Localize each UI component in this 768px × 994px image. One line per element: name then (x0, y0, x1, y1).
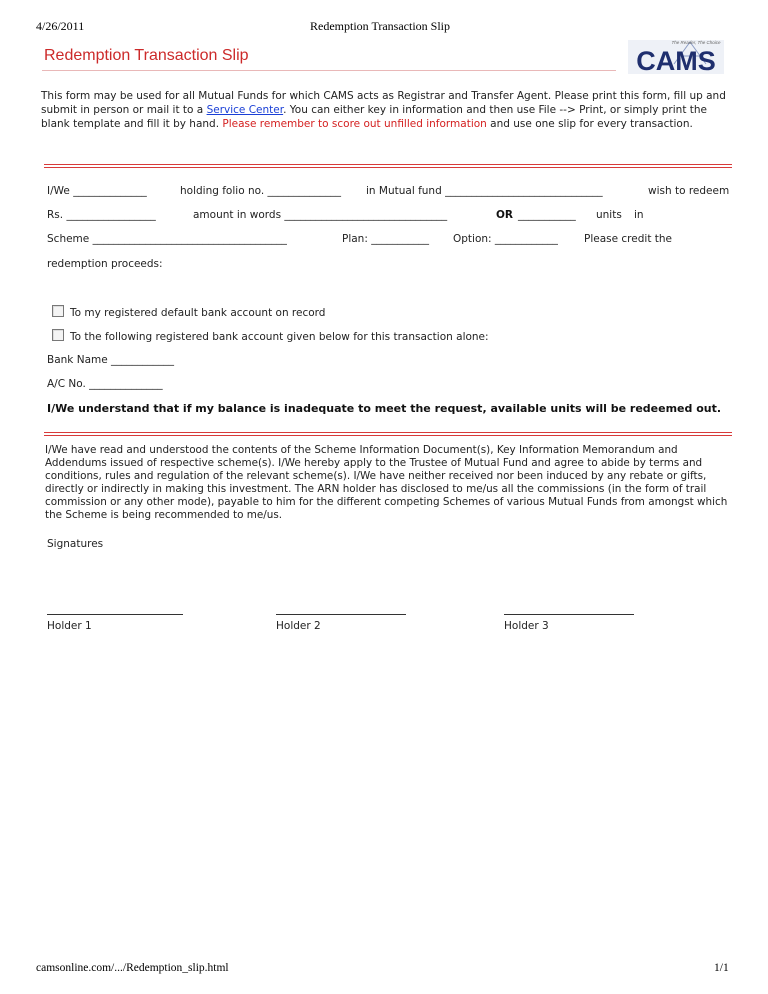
logo-text: CAMS (636, 46, 716, 76)
intro-text-1: This form may be used for all Mutual Funds for which CAMS acts as Registrar and Transfer Agent. Please print this form, fill up and submit in person or mail it to a (41, 90, 726, 116)
field-iwe[interactable]: I/We ______________ (47, 185, 147, 197)
intro-text-3: and use one slip for every transaction. (486, 118, 693, 130)
field-scheme[interactable]: Scheme _____________________________________ (47, 233, 287, 245)
declaration-text: I/We have read and understood the contents of the Scheme Information Document(s), Key Information Memorandum and Addendums issued of respective scheme(s). I/We hereby apply to the Trustee of Mutual Fund and agree to abide by terms and conditions, rules and regulation of the relevant scheme(s). I/We have neither received nor been induced by any rebate or gifts, directly or indirectly in making this investment. The ARN holder has disclosed to me/us all the commissions (in the form of trail commission or any other mode), payable to him for the different competing Schemes of various Mutual Funds from amongst which the Scheme is being recommended to me/us. (45, 444, 728, 521)
option-default-account[interactable] (52, 305, 325, 319)
signatures-label: Signatures (47, 538, 104, 550)
intro-paragraph (41, 89, 731, 131)
section-rule-mid-1 (44, 432, 732, 433)
holder2-label: Holder 2 (276, 620, 321, 632)
holder3-signature-line[interactable] (504, 614, 634, 615)
logo-tagline: The Reader, The Choice (671, 40, 721, 45)
footer-url: camsonline.com/.../Redemption_slip.html (36, 962, 229, 974)
holder1-signature-line[interactable] (47, 614, 183, 615)
field-plan[interactable]: Plan: ___________ (342, 233, 429, 245)
page-title: Redemption Transaction Slip (44, 47, 249, 64)
default-account-checkbox[interactable] (52, 305, 64, 317)
field-option[interactable]: Option: ____________ (453, 233, 558, 245)
field-amount-rs[interactable]: Rs. _________________ (47, 209, 156, 221)
section-rule-top-1 (44, 164, 732, 165)
option-other-account[interactable] (52, 329, 489, 343)
holder2-signature-line[interactable] (276, 614, 406, 615)
cams-logo (628, 36, 724, 76)
intro-warning: Please remember to score out unfilled information (222, 118, 487, 130)
other-account-checkbox[interactable] (52, 329, 64, 341)
cams-logo-graphic (628, 36, 724, 76)
print-title: Redemption Transaction Slip (310, 19, 451, 33)
or-label: OR (496, 209, 514, 221)
print-date: 4/26/2011 (36, 19, 85, 33)
field-account-number[interactable]: A/C No. ______________ (47, 378, 163, 390)
in-label: in (634, 209, 644, 221)
field-units[interactable]: ___________ (518, 209, 576, 221)
wish-to-redeem-label: wish to redeem (648, 185, 730, 197)
balance-notice: I/We understand that if my balance is inadequate to meet the request, available units will be redeemed out. (47, 402, 722, 415)
service-center-link[interactable]: Service Center (206, 104, 284, 116)
holder3-label: Holder 3 (504, 620, 549, 632)
section-rule-mid-2 (44, 435, 732, 436)
redemption-proceeds-label: redemption proceeds: (47, 258, 163, 270)
other-account-label: To the following registered bank account given below for this transaction alone: (70, 331, 489, 343)
intro-text-2: . You can either key in information and then use File --> Print, or simply print the blank template and fill it by hand. (41, 104, 708, 130)
title-divider (42, 70, 616, 71)
default-account-label: To my registered default bank account on record (70, 307, 326, 319)
footer-page-number: 1/1 (714, 962, 729, 974)
section-rule-top-2 (44, 167, 732, 168)
field-holding-folio[interactable]: holding folio no. ______________ (180, 185, 342, 197)
holder1-label: Holder 1 (47, 620, 92, 632)
field-mutual-fund[interactable]: in Mutual fund ______________________________ (366, 185, 603, 197)
units-label: units (596, 209, 622, 221)
field-bank-name[interactable]: Bank Name ____________ (47, 354, 175, 366)
field-amount-words[interactable]: amount in words _______________________________ (193, 209, 448, 221)
credit-label: Please credit the (584, 233, 672, 245)
